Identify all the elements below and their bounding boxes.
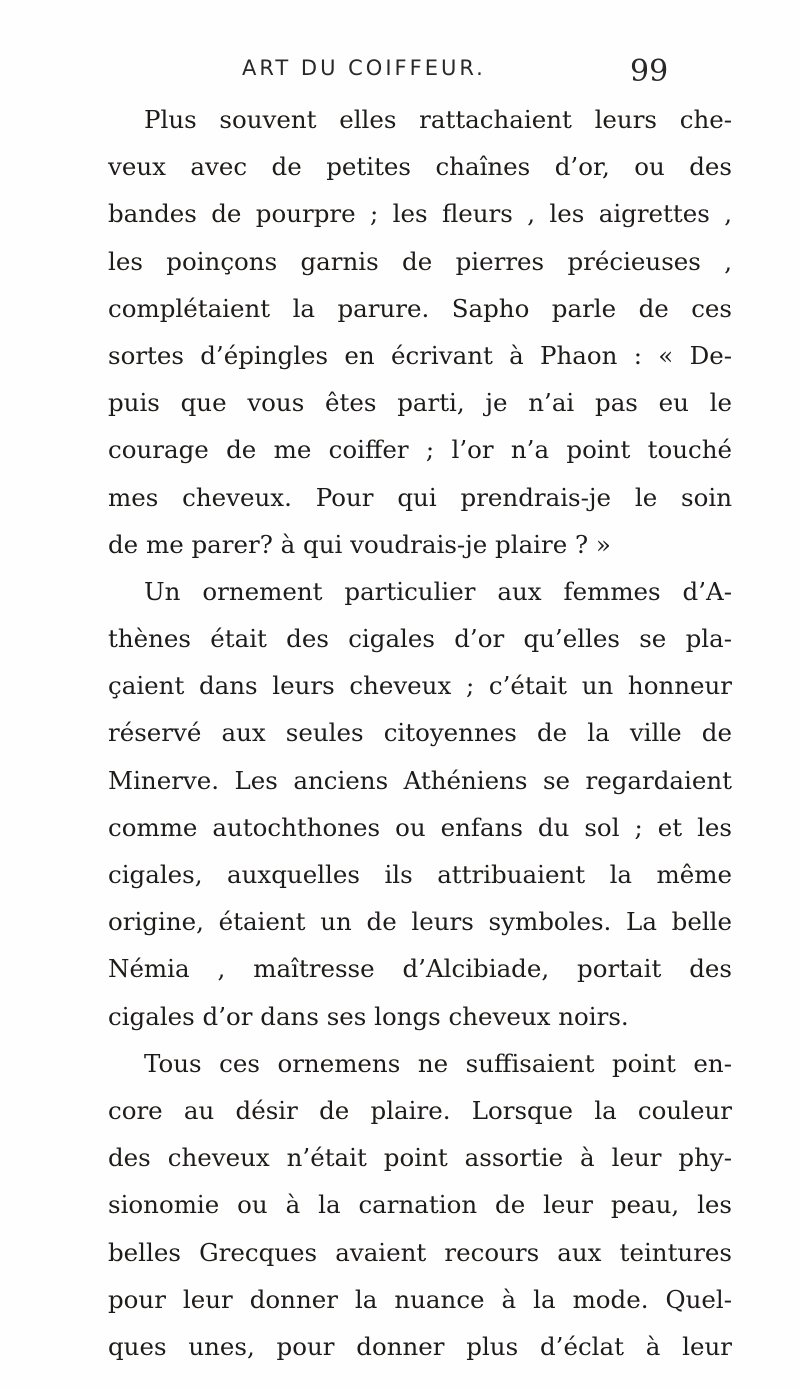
text-line: Minerve. Les anciens Athéniens se regardaient [108,765,732,795]
text-line: bandes de pourpre ; les fleurs , les aigrettes , [108,199,732,229]
text-line: sortes d’épingles en écrivant à Phaon : « De- [108,340,732,370]
text-line: réservé aux seules citoyennes de la ville de [108,718,732,748]
text-line: cigales d’or dans ses longs cheveux noirs. [108,1001,629,1031]
text-line: belles Grecques avaient recours aux teintures [108,1237,732,1267]
body-text [108,96,732,1370]
text-line: des cheveux n’était point assortie à leur phy- [108,1143,732,1173]
text-line: Némia , maîtresse d’Alcibiade, portait des [108,954,732,984]
text-line: çaient dans leurs cheveux ; c’était un honneur [108,671,732,701]
text-line: thènes était des cigales d’or qu’elles se pla- [108,624,732,654]
text-line: core au désir de plaire. Lorsque la couleur [108,1095,732,1125]
text-line: les poinçons garnis de pierres précieuses , [108,246,732,276]
text-line: Un ornement particulier aux femmes d’A- [144,576,732,606]
text-line: origine, étaient un de leurs symboles. La belle [108,907,732,937]
text-line: comme autochthones ou enfans du sol ; et les [108,812,732,842]
running-head [0,50,800,90]
text-line: de me parer? à qui voudrais-je plaire ? » [108,529,611,559]
running-title: ART DU COIFFEUR. [242,56,486,80]
page-number: 99 [630,54,669,89]
text-line: Plus souvent elles rattachaient leurs che- [144,105,732,134]
text-line: puis que vous êtes parti, je n’ai pas eu le [108,388,732,418]
text-line: sionomie ou à la carnation de leur peau, les [108,1190,732,1220]
text-line: pour leur donner la nuance à la mode. Quel- [108,1284,732,1314]
text-line: mes cheveux. Pour qui prendrais-je le soin [108,482,732,512]
text-line: veux avec de petites chaînes d’or, ou des [108,152,732,182]
text-line: Tous ces ornemens ne suffisaient point en- [144,1048,732,1078]
text-line: complétaient la parure. Sapho parle de ces [108,293,732,323]
text-line: ques unes, pour donner plus d’éclat à leur [108,1331,732,1361]
text-line: courage de me coiffer ; l’or n’a point touché [108,435,732,465]
text-line: cigales, auxquelles ils attribuaient la même [108,860,732,889]
